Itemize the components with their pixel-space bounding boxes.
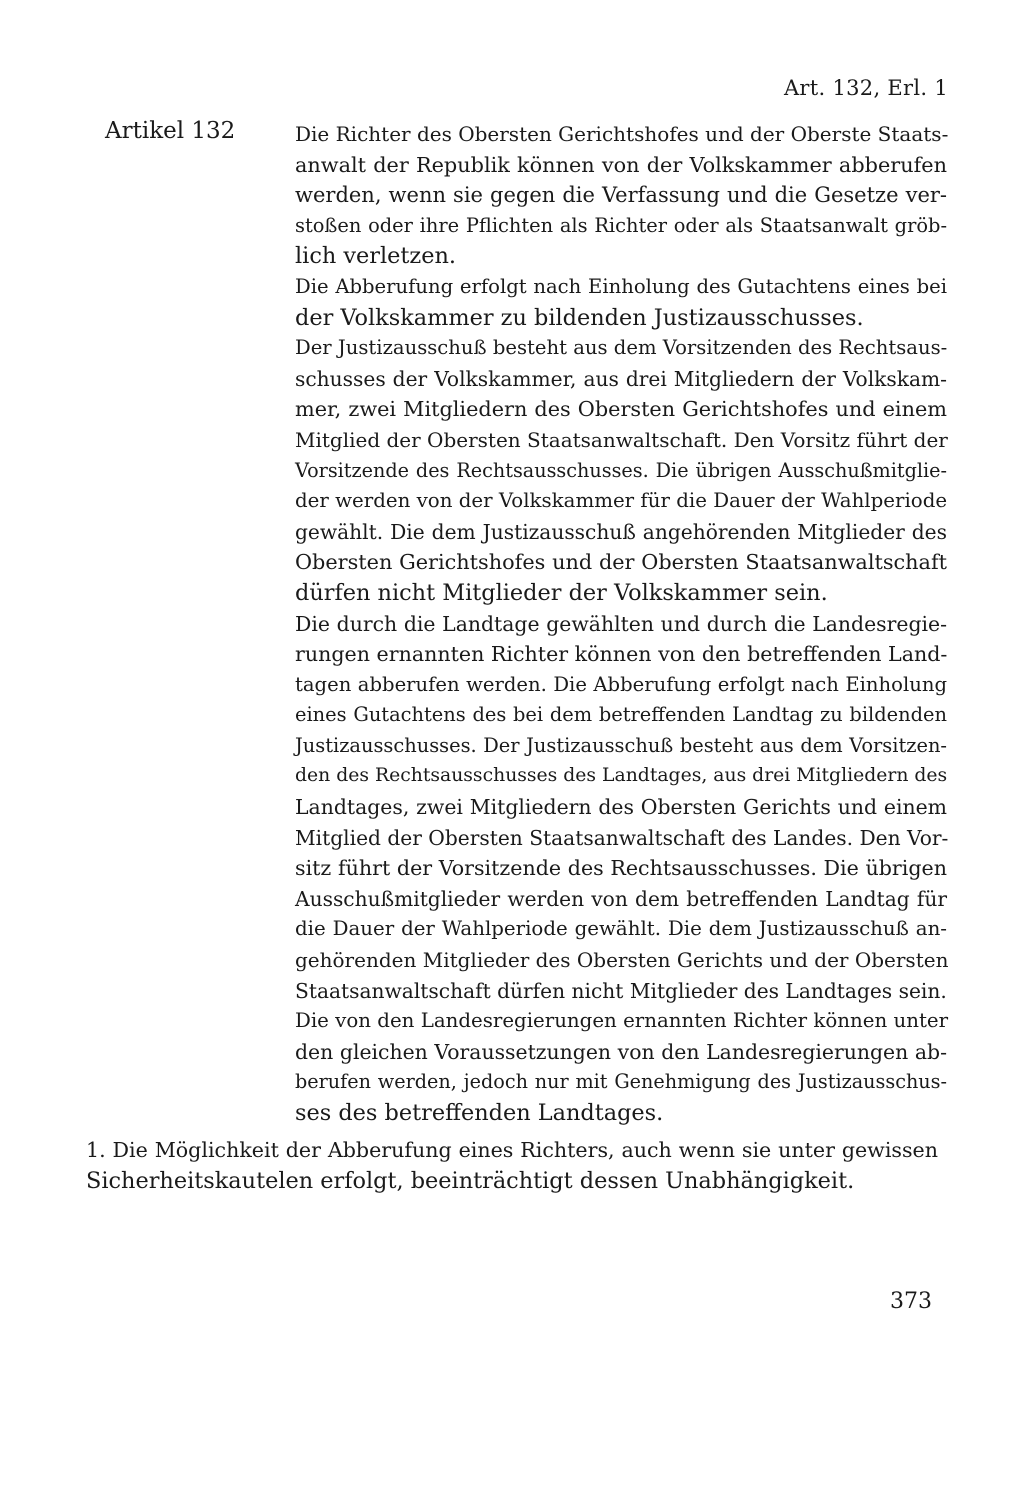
article-label: Artikel 132 bbox=[105, 118, 236, 144]
article-line: schusses der Volkskammer, aus drei Mitgliedern der Volkskam- bbox=[295, 366, 947, 391]
article-line: werden, wenn sie gegen die Verfassung und die Gesetze ver- bbox=[295, 183, 947, 208]
article-line: Justizausschusses. Der Justizausschuß besteht aus dem Vorsitzen- bbox=[295, 733, 947, 757]
article-line: Mitglied der Obersten Staatsanwaltschaft des Landes. Den Vor- bbox=[295, 825, 949, 850]
article-line: den des Rechtsausschusses des Landtages, aus drei Mitgliedern des bbox=[295, 765, 948, 787]
article-line: Die durch die Landtage gewählten und durch die Landesregie- bbox=[295, 611, 947, 636]
article-line: die Dauer der Wahlperiode gewählt. Die dem Justizausschuß an- bbox=[295, 917, 947, 941]
article-line: rungen ernannten Richter können von den betreffenden Land- bbox=[295, 642, 948, 667]
article-line: Staatsanwaltschaft dürfen nicht Mitglieder des Landtages sein. bbox=[295, 978, 947, 1003]
article-line: Ausschußmitglieder werden von dem betreffenden Landtag für bbox=[295, 886, 947, 911]
article-line: ses des betreffenden Landtages. bbox=[295, 1100, 664, 1126]
article-line: eines Gutachtens des bei dem betreffenden Landtag zu bildenden bbox=[295, 703, 947, 727]
article-line: gehörenden Mitglieder des Obersten Gerichts und der Obersten bbox=[295, 948, 949, 973]
article-line: Der Justizausschuß besteht aus dem Vorsitzenden des Rechtsaus- bbox=[295, 336, 948, 360]
commentary-line: Sicherheitskautelen erfolgt, beeinträchtigt dessen Unabhängigkeit. bbox=[86, 1168, 855, 1194]
article-line: Obersten Gerichtshofes und der Obersten Staatsanwaltschaft bbox=[295, 550, 947, 575]
article-line: Die Richter des Obersten Gerichtshofes und der Oberste Staats- bbox=[295, 122, 949, 146]
article-line: Vorsitzende des Rechtsausschusses. Die übrigen Ausschußmitglie- bbox=[295, 458, 947, 482]
article-line: stoßen oder ihre Pflichten als Richter oder als Staatsanwalt gröb- bbox=[295, 213, 947, 237]
article-line: gewählt. Die dem Justizausschuß angehörenden Mitglieder des bbox=[295, 519, 947, 544]
article-line: berufen werden, jedoch nur mit Genehmigung des Justizausschus- bbox=[295, 1070, 947, 1094]
article-text bbox=[295, 119, 947, 1129]
article-line: lich verletzen. bbox=[295, 243, 456, 270]
article-line: Mitglied der Obersten Staatsanwaltschaft. Den Vorsitz führt der bbox=[295, 427, 948, 452]
commentary-note bbox=[86, 1135, 938, 1197]
article-line: Die von den Landesregierungen ernannten Richter können unter bbox=[295, 1009, 949, 1033]
article-line: Landtages, zwei Mitgliedern des Obersten Gerichts und einem bbox=[295, 795, 947, 820]
article-line: mer, zwei Mitgliedern des Obersten Gerichtshofes und einem bbox=[295, 397, 947, 422]
page-number: 373 bbox=[890, 1289, 932, 1314]
article-line: dürfen nicht Mitglieder der Volkskammer sein. bbox=[295, 579, 828, 606]
article-line: tagen abberufen werden. Die Abberufung erfolgt nach Einholung bbox=[295, 672, 947, 696]
article-line: den gleichen Voraussetzungen von den Landesregierungen ab- bbox=[295, 1039, 947, 1064]
article-line: anwalt der Republik können von der Volkskammer abberufen bbox=[295, 152, 947, 177]
article-line: sitz führt der Vorsitzende des Rechtsausschusses. Die übrigen bbox=[295, 856, 947, 881]
article-line: der werden von der Volkskammer für die Dauer der Wahlperiode bbox=[295, 489, 948, 513]
running-head: Art. 132, Erl. 1 bbox=[783, 76, 948, 100]
article-line: der Volkskammer zu bildenden Justizausschusses. bbox=[295, 304, 864, 331]
article-line: Die Abberufung erfolgt nach Einholung des Gutachtens eines bei bbox=[295, 274, 947, 298]
commentary-line: 1. Die Möglichkeit der Abberufung eines Richters, auch wenn sie unter gewissen bbox=[86, 1138, 938, 1162]
